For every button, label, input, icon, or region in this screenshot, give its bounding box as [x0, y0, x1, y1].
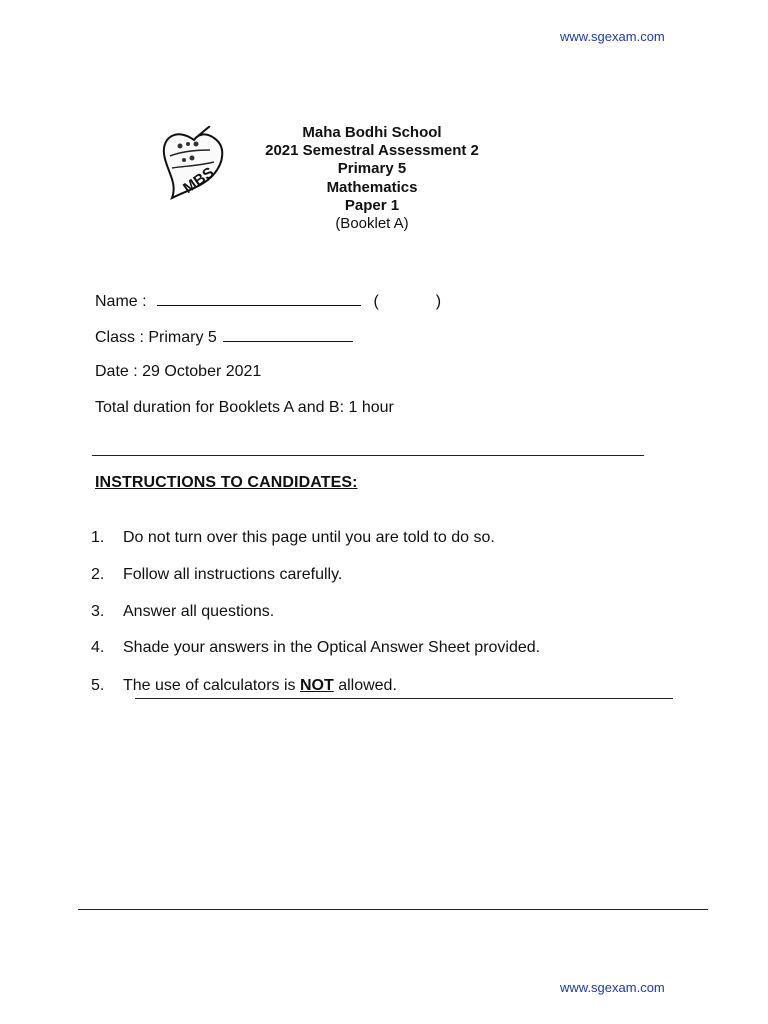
class-label: Class : Primary 5 — [95, 329, 217, 346]
instruction-item-2 — [91, 565, 342, 585]
school-name: Maha Bodhi School — [302, 124, 442, 141]
paper-title: Paper 1 — [344, 197, 400, 214]
index-open-bracket: ( — [373, 293, 379, 310]
instruction-item-1 — [91, 528, 495, 548]
instructions-end-rule — [135, 698, 673, 699]
instruction-item-5 — [91, 676, 397, 696]
instruction-text: Follow all instructions carefully. — [123, 566, 343, 583]
total-duration: Total duration for Booklets A and B: 1 hour — [95, 399, 394, 416]
name-label: Name : — [95, 293, 147, 310]
level-title: Primary 5 — [337, 160, 407, 177]
instruction-number: 5. — [91, 677, 105, 694]
instruction-number: 3. — [91, 603, 105, 620]
booklet-title: (Booklet A) — [335, 215, 409, 232]
name-blank[interactable] — [157, 289, 361, 306]
logo-text: MBS — [180, 164, 218, 198]
instruction-text: Shade your answers in the Optical Answer Sheet provided. — [123, 639, 541, 656]
instructions-title: INSTRUCTIONS TO CANDIDATES: — [95, 474, 358, 491]
school-crest-leaf-icon — [158, 126, 232, 202]
exam-date: Date : 29 October 2021 — [95, 363, 262, 380]
instruction-number: 2. — [91, 566, 105, 583]
page-bottom-rule — [78, 909, 708, 910]
assessment-title: 2021 Semestral Assessment 2 — [265, 142, 479, 159]
instruction-text: Answer all questions. — [123, 603, 275, 620]
name-field — [95, 289, 441, 312]
instruction-item-4 — [91, 638, 540, 658]
class-field — [95, 325, 353, 348]
instruction-number: 4. — [91, 639, 105, 656]
index-close-bracket: ) — [435, 293, 442, 310]
instruction-text: Do not turn over this page until you are told to do so. — [123, 529, 495, 546]
instruction-item-3 — [91, 602, 274, 622]
instruction-text: The use of calculators is — [123, 677, 300, 694]
instruction-text-end: allowed. — [333, 677, 397, 694]
instruction-emphasis: NOT — [299, 677, 334, 694]
class-blank[interactable] — [223, 325, 353, 342]
instruction-number: 1. — [91, 529, 105, 546]
divider-rule — [92, 455, 644, 456]
website-link-top[interactable]: www.sgexam.com — [560, 29, 665, 44]
subject-title: Mathematics — [326, 179, 418, 196]
website-link-bottom[interactable]: www.sgexam.com — [560, 980, 665, 995]
